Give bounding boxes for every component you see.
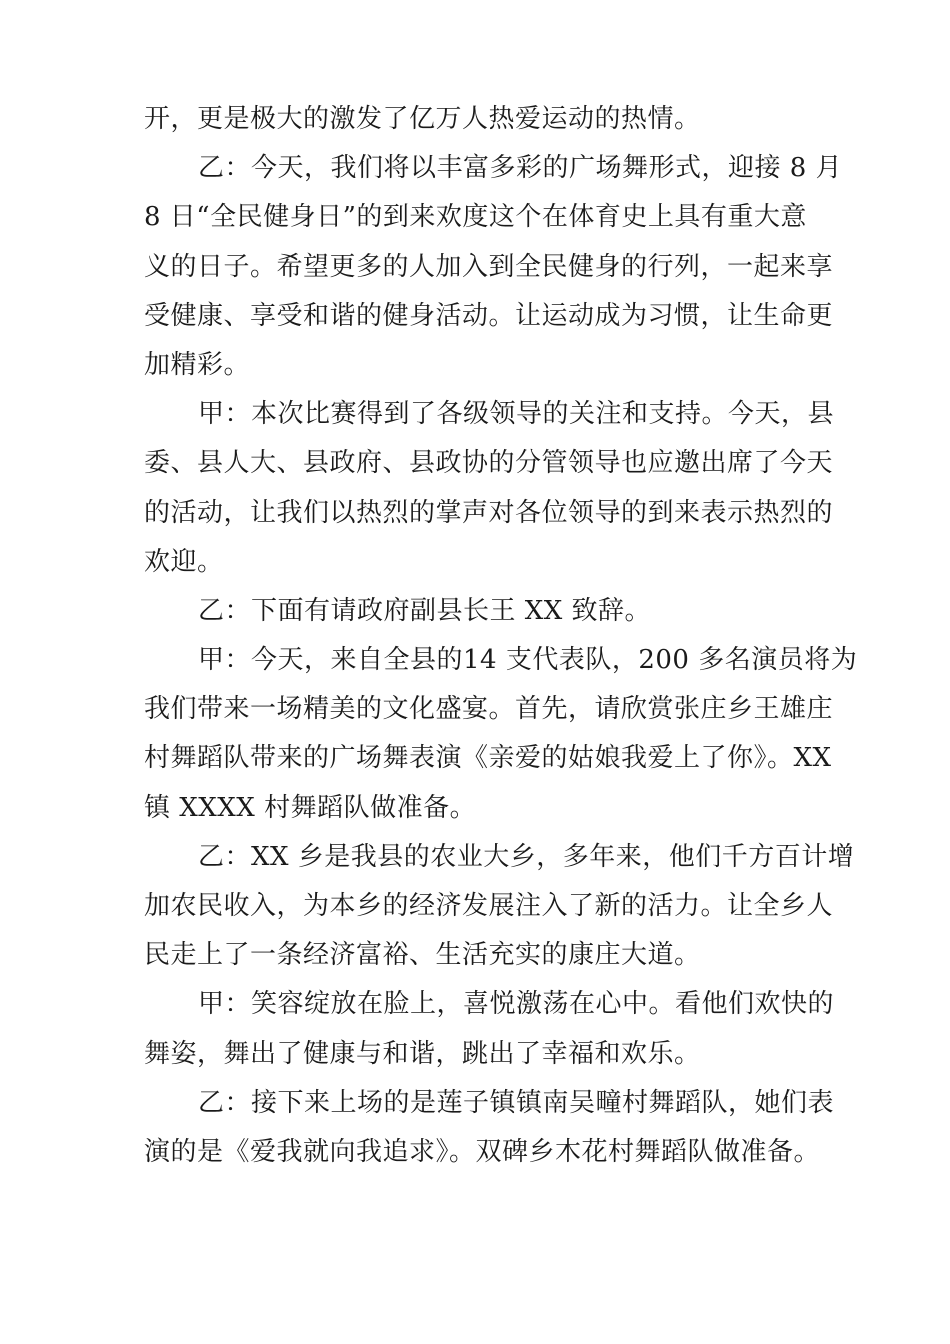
text-line: 8 日“全民健身日”的到来欢度这个在体育史上具有重大意: [144, 202, 807, 233]
paragraph-first-line: 乙：下面有请政府副县长王 XX 致辞。: [198, 595, 652, 626]
text-line: 加农民收入，为本乡的经济发展注入了新的活力。让全乡人: [144, 891, 834, 921]
paragraph-first-line: 乙：XX 乡是我县的农业大乡，多年来，他们千方百计增: [198, 841, 855, 872]
text-line: 义的日子。希望更多的人加入到全民健身的行列，一起来享: [144, 251, 834, 282]
paragraph-first-line: 甲：本次比赛得到了各级领导的关注和支持。今天，县: [198, 399, 835, 430]
text-line: 受健康、享受和谐的健身活动。让运动成为习惯，让生命更: [144, 300, 834, 331]
paragraph-first-line: 甲：笑容绽放在脸上，喜悦激荡在心中。看他们欢快的: [198, 989, 835, 1020]
text-line: 开，更是极大的激发了亿万人热爱运动的热情。: [144, 104, 701, 134]
text-line: 欢迎。: [144, 546, 224, 577]
text-line: 委、县人大、县政府、县政协的分管领导也应邀出席了今天: [144, 448, 834, 479]
paragraph-first-line: 乙：接下来上场的是莲子镇镇南吴疃村舞蹈队，她们表: [198, 1087, 835, 1118]
text-line: 舞姿，舞出了健康与和谐，跳出了幸福和欢乐。: [144, 1038, 701, 1069]
text-line: 我们带来一场精美的文化盛宴。首先，请欣赏张庄乡王雄庄: [144, 694, 834, 725]
text-line: 的活动，让我们以热烈的掌声对各位领导的到来表示热烈的: [144, 497, 834, 528]
text-line: 演的是《爱我就向我追求》。双碑乡木花村舞蹈队做准备。: [144, 1136, 821, 1167]
paragraph-first-line: 乙：今天，我们将以丰富多彩的广场舞形式，迎接 8 月: [198, 153, 843, 184]
paragraph-first-line: 甲：今天，来自全县的14 支代表队，200 多名演员将为: [198, 645, 858, 676]
text-line: 村舞蹈队带来的广场舞表演《亲爱的姑娘我爱上了你》。XX: [144, 743, 832, 774]
document-body: [144, 95, 858, 1177]
text-line: 镇 XXXX 村舞蹈队做准备。: [144, 792, 477, 823]
text-line: 民走上了一条经济富裕、生活充实的康庄大道。: [144, 940, 701, 971]
text-line: 加精彩。: [144, 349, 251, 380]
